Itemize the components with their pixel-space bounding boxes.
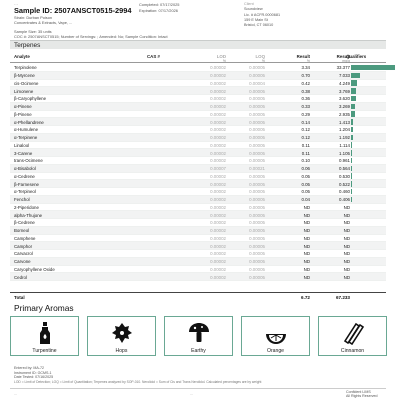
result-pct: ND bbox=[303, 251, 310, 257]
client-block bbox=[244, 2, 280, 28]
result-pct: 0.33 bbox=[301, 104, 310, 110]
sample-category: Concentrates & Extracts, Vape, ... bbox=[14, 20, 73, 25]
result-pct: ND bbox=[303, 235, 310, 241]
qualifier-bar bbox=[351, 111, 355, 117]
table-row bbox=[10, 196, 386, 204]
qualifier-bar bbox=[351, 104, 355, 110]
report-footer bbox=[14, 366, 53, 380]
result-pct: ND bbox=[303, 204, 310, 210]
table-row bbox=[10, 219, 386, 227]
table-row bbox=[10, 95, 386, 103]
qualifier-bar bbox=[351, 88, 356, 94]
qualifier-bar bbox=[351, 119, 353, 125]
table-row bbox=[10, 258, 386, 266]
total-row bbox=[10, 292, 386, 301]
loq-value: 0.00005 bbox=[249, 243, 265, 249]
analyte-name: β-Pinene bbox=[14, 111, 32, 117]
unit-loq: % bbox=[261, 59, 265, 63]
unit-lod: % bbox=[222, 59, 226, 63]
result-mgg: 0.530 bbox=[339, 173, 350, 179]
result-pct: 3.34 bbox=[301, 65, 310, 71]
result-mgg: ND bbox=[343, 220, 350, 226]
analyte-name: Limonene bbox=[14, 88, 34, 94]
lod-value: 0.00002 bbox=[210, 228, 226, 234]
aroma-turpentine bbox=[10, 316, 79, 356]
analyte-name: Cedrol bbox=[14, 274, 27, 280]
unit-result-mgg: mg/g bbox=[342, 59, 350, 63]
lod-value: 0.00002 bbox=[210, 274, 226, 280]
total-mgg: 67.233 bbox=[335, 294, 350, 300]
table-row bbox=[10, 134, 386, 142]
lod-value: 0.00002 bbox=[210, 189, 226, 195]
table-header bbox=[10, 53, 386, 63]
loq-value: 0.00005 bbox=[249, 96, 265, 102]
qualifier-bar bbox=[351, 197, 352, 203]
analyte-name: Caryophyllene Oxide bbox=[14, 266, 55, 272]
lod-value: 0.00002 bbox=[210, 220, 226, 226]
aromas-title: Primary Aromas bbox=[14, 303, 74, 313]
result-pct: ND bbox=[303, 220, 310, 226]
aroma-label: Turpentine bbox=[32, 348, 57, 354]
terpene-table-body bbox=[10, 64, 386, 281]
qualifier-bar bbox=[351, 96, 356, 102]
table-row bbox=[10, 103, 386, 111]
lod-value: 0.00002 bbox=[210, 259, 226, 265]
table-row bbox=[10, 227, 386, 235]
analyte-name: Carvacrol bbox=[14, 251, 33, 257]
result-pct: 0.06 bbox=[301, 166, 310, 172]
qualifier-bar bbox=[351, 158, 352, 164]
total-label: Total bbox=[14, 294, 25, 300]
analyte-name: α-Terpinene bbox=[14, 135, 38, 141]
table-row bbox=[10, 149, 386, 157]
mushroom-icon bbox=[187, 321, 211, 345]
loq-value: 0.00005 bbox=[249, 228, 265, 234]
total-pct: 6.72 bbox=[301, 294, 310, 300]
result-pct: ND bbox=[303, 274, 310, 280]
result-mgg: 1.114 bbox=[339, 142, 350, 148]
aroma-label: Earthy bbox=[191, 348, 206, 354]
qualifier-bar bbox=[351, 135, 353, 141]
analyte-name: Borneol bbox=[14, 228, 30, 234]
qualifier-bar bbox=[351, 127, 353, 133]
table-row bbox=[10, 111, 386, 119]
lod-value: 0.00002 bbox=[210, 150, 226, 156]
footer-bar bbox=[10, 388, 386, 400]
result-mgg: ND bbox=[343, 228, 350, 234]
footer-left-text: … bbox=[14, 392, 18, 396]
table-row bbox=[10, 242, 386, 250]
result-mgg: 4.249 bbox=[339, 80, 350, 86]
qualifier-bar bbox=[351, 173, 352, 179]
table-row bbox=[10, 118, 386, 126]
loq-value: 0.00005 bbox=[249, 259, 265, 265]
result-mgg: ND bbox=[343, 204, 350, 210]
loq-value: 0.00005 bbox=[249, 189, 265, 195]
lod-value: 0.00002 bbox=[210, 235, 226, 241]
aroma-label: Hops bbox=[115, 348, 128, 354]
loq-value: 0.00005 bbox=[249, 274, 265, 280]
lod-value: 0.00007 bbox=[210, 166, 226, 172]
analyte-name: α-Terpineol bbox=[14, 189, 36, 195]
result-mgg: 3.269 bbox=[339, 104, 350, 110]
analyte-name: 2-Piperidone bbox=[14, 204, 39, 210]
instrument-id: Instrument ID: GCMS-1 bbox=[14, 370, 52, 375]
aroma-cinnamon bbox=[318, 316, 387, 356]
result-pct: 0.70 bbox=[301, 73, 310, 79]
lod-value: 0.00002 bbox=[210, 119, 226, 125]
loq-value: 0.00005 bbox=[249, 266, 265, 272]
lod-value: 0.00002 bbox=[210, 173, 226, 179]
lims-rights: All Rights Reserved bbox=[346, 394, 378, 399]
result-pct: ND bbox=[303, 259, 310, 265]
qualifier-bar bbox=[351, 142, 352, 148]
col-qualifiers: Qualifiers bbox=[346, 54, 367, 59]
table-row bbox=[10, 188, 386, 196]
aroma-earthy bbox=[164, 316, 233, 356]
loq-value: 0.00005 bbox=[249, 181, 265, 187]
loq-value: 0.00005 bbox=[249, 150, 265, 156]
lod-value: 0.00002 bbox=[210, 251, 226, 257]
loq-value: 0.00005 bbox=[249, 158, 265, 164]
lod-value: 0.00002 bbox=[210, 204, 226, 210]
col-result-pct: Result bbox=[296, 54, 310, 59]
qualifier-bar bbox=[351, 166, 352, 172]
table-row bbox=[10, 157, 386, 165]
unit-result-pct: % bbox=[306, 59, 310, 63]
analyte-name: β-Farnesene bbox=[14, 181, 39, 187]
qualifier-bar bbox=[351, 80, 357, 86]
lod-value: 0.00002 bbox=[210, 127, 226, 133]
lod-value: 0.00002 bbox=[210, 73, 226, 79]
result-pct: 0.14 bbox=[301, 119, 310, 125]
table-row bbox=[10, 250, 386, 258]
lod-value: 0.00002 bbox=[210, 96, 226, 102]
section-title: Terpenes bbox=[14, 42, 41, 49]
completed-date: Completed: 07/17/2025 bbox=[139, 2, 180, 7]
table-row bbox=[10, 204, 386, 212]
coc-line: COC #: 2507ANSCT0515; Number of Servings: ; Amended: No; Sample Condition: Intact bbox=[14, 33, 168, 39]
strain: Strain: Durban Poison bbox=[14, 15, 53, 20]
loq-value: 0.00005 bbox=[249, 212, 265, 218]
table-row bbox=[10, 80, 386, 88]
result-pct: 0.05 bbox=[301, 173, 310, 179]
result-mgg: 3.769 bbox=[339, 88, 350, 94]
lab-line: … bbox=[14, 1, 18, 6]
result-pct: ND bbox=[303, 228, 310, 234]
result-pct: 0.29 bbox=[301, 111, 310, 117]
table-row bbox=[10, 180, 386, 188]
result-mgg: 0.961 bbox=[339, 158, 350, 164]
table-row bbox=[10, 173, 386, 181]
lod-value: 0.00002 bbox=[210, 80, 226, 86]
bottle-icon bbox=[33, 321, 57, 345]
analyte-name: Linalool bbox=[14, 142, 30, 148]
footer-mid-text: … bbox=[190, 392, 194, 396]
table-row bbox=[10, 165, 386, 173]
lod-value: 0.00002 bbox=[210, 104, 226, 110]
result-pct: 0.10 bbox=[301, 158, 310, 164]
lims-name: Confident LIMS bbox=[346, 390, 371, 394]
analyte-name: β-Cedrene bbox=[14, 220, 35, 226]
analyte-name: α-Cedrene bbox=[14, 173, 35, 179]
qualifier-bar bbox=[351, 150, 352, 156]
lod-value: 0.00002 bbox=[210, 88, 226, 94]
qualifier-bar bbox=[351, 189, 352, 195]
loq-value: 0.00021 bbox=[249, 166, 265, 172]
result-pct: 0.12 bbox=[301, 135, 310, 141]
orange-icon bbox=[264, 321, 288, 345]
result-pct: 0.38 bbox=[301, 88, 310, 94]
loq-value: 0.00005 bbox=[249, 204, 265, 210]
result-pct: 0.12 bbox=[301, 127, 310, 133]
analyte-name: 3-Carene bbox=[14, 150, 33, 156]
result-mgg: ND bbox=[343, 266, 350, 272]
table-row bbox=[10, 87, 386, 95]
col-lod: LOD bbox=[216, 54, 226, 59]
analyte-name: Carvone bbox=[14, 259, 31, 265]
analyte-name: α-Bisabolol bbox=[14, 166, 36, 172]
qualifier-bar bbox=[351, 65, 395, 71]
sample-size: Sample Size: 35 units bbox=[14, 29, 52, 34]
result-mgg: ND bbox=[343, 243, 350, 249]
result-pct: ND bbox=[303, 212, 310, 218]
table-row bbox=[10, 266, 386, 274]
client-city: Bristol, CT 06010 bbox=[244, 23, 274, 28]
loq-value: 0.00005 bbox=[249, 135, 265, 141]
loq-value: 0.00005 bbox=[249, 65, 265, 71]
result-mgg: 0.522 bbox=[339, 181, 350, 187]
loq-value: 0.00005 bbox=[249, 220, 265, 226]
result-pct: 0.05 bbox=[301, 189, 310, 195]
col-cas: CAS # bbox=[147, 54, 160, 59]
analyte-name: β-Myrcene bbox=[14, 73, 35, 79]
lims-badge bbox=[346, 390, 378, 398]
col-result-mgg: Result bbox=[336, 54, 350, 59]
table-row bbox=[10, 142, 386, 150]
result-pct: ND bbox=[303, 266, 310, 272]
footer-legend: LOD = Limit of Detection; LOQ = Limit of Quantitation; Terpenes analyzed by SOP-010. Nerolidol = Sum of Cis and Trans Nerolidol. Calculated percentages are by weight bbox=[14, 380, 262, 384]
table-row bbox=[10, 72, 386, 80]
aroma-hops bbox=[87, 316, 156, 356]
table-row bbox=[10, 273, 386, 281]
report-header bbox=[14, 0, 394, 28]
result-mgg: 1.204 bbox=[339, 127, 350, 133]
report-dates bbox=[139, 2, 179, 13]
loq-value: 0.00005 bbox=[249, 73, 265, 79]
result-mgg: ND bbox=[343, 251, 350, 257]
cinnamon-icon bbox=[341, 321, 365, 345]
result-mgg: 33.377 bbox=[336, 65, 350, 71]
analyte-name: α-Humulene bbox=[14, 127, 39, 133]
lod-value: 0.00002 bbox=[210, 65, 226, 71]
result-mgg: 0.406 bbox=[339, 197, 350, 203]
expiration-date: Expiration: 07/17/2026 bbox=[139, 7, 178, 13]
analyte-name: Camphor bbox=[14, 243, 33, 249]
lod-value: 0.00002 bbox=[210, 142, 226, 148]
loq-value: 0.00005 bbox=[249, 173, 265, 179]
loq-value: 0.00005 bbox=[249, 197, 265, 203]
result-mgg: 1.192 bbox=[339, 135, 350, 141]
loq-value: 0.00005 bbox=[249, 88, 265, 94]
result-mgg: 7.033 bbox=[339, 73, 350, 79]
date-tested: Date Tested: 07/16/2025 bbox=[14, 375, 54, 380]
entered-by: Entered by: MA-72 bbox=[14, 366, 44, 370]
result-pct: 0.42 bbox=[301, 80, 310, 86]
result-mgg: ND bbox=[343, 235, 350, 241]
loq-value: 0.00005 bbox=[249, 104, 265, 110]
result-mgg: ND bbox=[343, 259, 350, 265]
sample-id: Sample ID: 2507ANSCT0515-2994 bbox=[14, 6, 132, 15]
lod-value: 0.00002 bbox=[210, 111, 226, 117]
analyte-name: Camphene bbox=[14, 235, 36, 241]
aroma-label: Cinnamon bbox=[340, 348, 365, 354]
client-license: Lic. # ACFR.0000681 bbox=[244, 12, 281, 17]
hops-icon bbox=[110, 321, 134, 345]
result-mgg: 1.413 bbox=[339, 119, 350, 125]
result-mgg: 0.460 bbox=[339, 189, 350, 195]
analyte-name: alpha-Thujone bbox=[14, 212, 43, 218]
aroma-label: Orange bbox=[267, 348, 284, 354]
result-mgg: ND bbox=[343, 274, 350, 280]
loq-value: 0.00005 bbox=[249, 111, 265, 117]
lod-value: 0.00002 bbox=[210, 135, 226, 141]
table-row bbox=[10, 211, 386, 219]
qualifier-bar bbox=[351, 73, 360, 79]
qualifier-bar bbox=[351, 181, 352, 187]
client-name: Soundview bbox=[244, 7, 263, 12]
lod-value: 0.00002 bbox=[210, 243, 226, 249]
result-pct: ND bbox=[303, 243, 310, 249]
lod-value: 0.00002 bbox=[210, 158, 226, 164]
result-mgg: 3.620 bbox=[339, 96, 350, 102]
result-mgg: ND bbox=[343, 212, 350, 218]
analyte-name: trans-Ocimene bbox=[14, 158, 43, 164]
client-address: 159 E Main St bbox=[244, 17, 268, 22]
loq-value: 0.00005 bbox=[249, 235, 265, 241]
col-analyte: Analyte bbox=[14, 54, 30, 59]
client-title: Client bbox=[244, 2, 254, 6]
analyte-name: cis-Ocimene bbox=[14, 80, 39, 86]
analyte-name: Fenchol bbox=[14, 197, 30, 203]
loq-value: 0.00005 bbox=[249, 119, 265, 125]
table-row bbox=[10, 235, 386, 243]
result-pct: 0.05 bbox=[301, 181, 310, 187]
result-pct: 0.11 bbox=[301, 142, 310, 148]
table-row bbox=[10, 64, 386, 72]
terpenes-section-header bbox=[10, 40, 386, 49]
analyte-name: Terpinolene bbox=[14, 65, 37, 71]
loq-value: 0.00004 bbox=[249, 80, 265, 86]
aroma-orange bbox=[241, 316, 310, 356]
lod-value: 0.00002 bbox=[210, 197, 226, 203]
loq-value: 0.00005 bbox=[249, 127, 265, 133]
loq-value: 0.00005 bbox=[249, 142, 265, 148]
result-pct: 0.36 bbox=[301, 96, 310, 102]
table-row bbox=[10, 126, 386, 134]
analyte-name: α-Pinene bbox=[14, 104, 32, 110]
lod-value: 0.00002 bbox=[210, 212, 226, 218]
result-pct: 0.11 bbox=[301, 150, 310, 156]
result-mgg: 1.105 bbox=[339, 150, 350, 156]
lod-value: 0.00002 bbox=[210, 181, 226, 187]
analyte-name: α-Phellandrene bbox=[14, 119, 44, 125]
sample-meta bbox=[14, 30, 168, 39]
result-mgg: 2.935 bbox=[339, 111, 350, 117]
col-loq: LOQ bbox=[255, 54, 265, 59]
analyte-name: β-Caryophyllene bbox=[14, 96, 47, 102]
result-mgg: 0.564 bbox=[339, 166, 350, 172]
result-pct: 0.04 bbox=[301, 197, 310, 203]
loq-value: 0.00005 bbox=[249, 251, 265, 257]
lod-value: 0.00002 bbox=[210, 266, 226, 272]
